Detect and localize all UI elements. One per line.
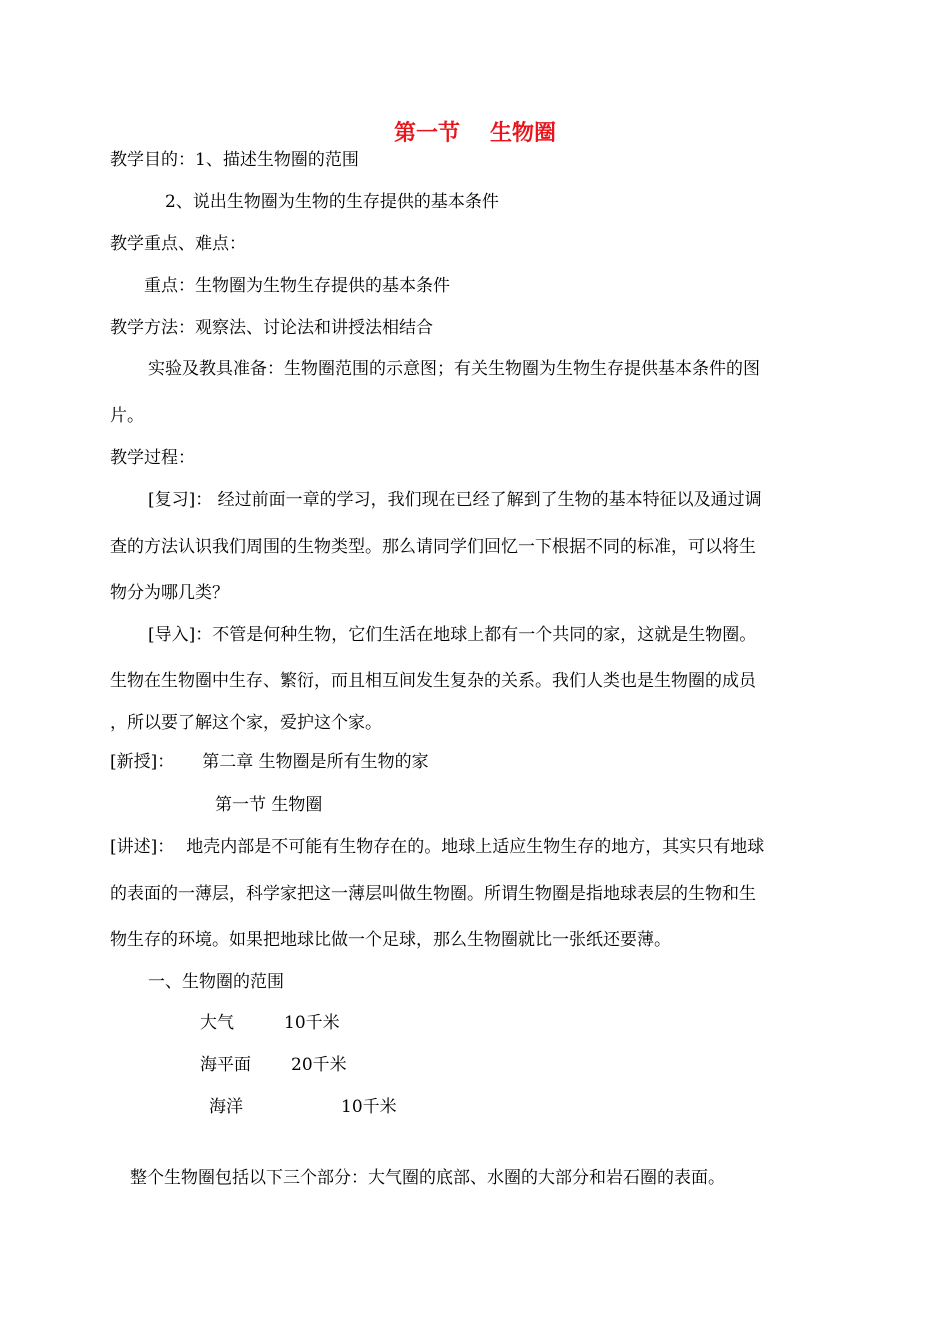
new-lesson-line	[110, 750, 429, 774]
range-name: 大气	[200, 1013, 234, 1033]
range-heading: 一、生物圈的范围	[148, 972, 284, 992]
prep-line-1: 实验及教具准备：生物圈范围的示意图；有关生物圈为生物生存提供基本条件的图	[148, 359, 760, 379]
range-value: 10千米	[341, 1097, 397, 1117]
keypoint-line: 重点：生物圈为生物生存提供的基本条件	[144, 276, 450, 296]
range-name: 海平面	[200, 1055, 251, 1075]
range-row-atmosphere	[200, 1011, 340, 1035]
review-line-1: [复习]： 经过前面一章的学习，我们现在已经了解到了生物的基本特征以及通过调	[148, 490, 762, 510]
title-part-2: 生物圈	[490, 120, 557, 146]
lecture-line-1	[110, 835, 764, 859]
range-row-ocean	[209, 1095, 397, 1119]
new-lesson-label: [新授]：	[110, 752, 175, 772]
page-title	[0, 119, 950, 147]
keypoints-heading: 教学重点、难点：	[110, 234, 246, 254]
intro-line-2: 生物在生物圈中生存、繁衍，而且相互间发生复杂的关系。我们人类也是生物圈的成员	[110, 671, 756, 691]
goal-line-1: 教学目的：1、描述生物圈的范围	[110, 150, 359, 170]
intro-line-1: [导入]：不管是何种生物，它们生活在地球上都有一个共同的家，这就是生物圈。	[148, 625, 757, 645]
review-line-2: 查的方法认识我们周围的生物类型。那么请同学们回忆一下根据不同的标准，可以将生	[110, 537, 756, 557]
summary-line: 整个生物圈包括以下三个部分：大气圈的底部、水圈的大部分和岩石圈的表面。	[130, 1168, 725, 1188]
goal-line-2: 2、说出生物圈为生物的生存提供的基本条件	[165, 192, 499, 212]
review-line-3: 物分为哪几类？	[110, 583, 229, 603]
title-part-1: 第一节	[393, 120, 460, 146]
range-value: 20千米	[291, 1055, 347, 1075]
new-lesson-section: 第一节 生物圈	[215, 795, 323, 815]
lecture-text-1: 地壳内部是不可能有生物存在的。地球上适应生物生存的地方，其实只有地球	[186, 837, 765, 857]
lecture-line-3: 物生存的环境。如果把地球比做一个足球，那么生物圈就比一张纸还要薄。	[110, 930, 671, 950]
range-name: 海洋	[209, 1097, 243, 1117]
lecture-label: [讲述]：	[110, 837, 175, 857]
new-lesson-chapter: 第二章 生物圈是所有生物的家	[202, 752, 429, 772]
intro-line-3: ，所以要了解这个家，爱护这个家。	[110, 713, 382, 733]
range-value: 10千米	[284, 1013, 340, 1033]
process-heading: 教学过程：	[110, 448, 195, 468]
prep-line-2: 片。	[110, 406, 144, 426]
method-line: 教学方法：观察法、讨论法和讲授法相结合	[110, 318, 433, 338]
lecture-line-2: 的表面的一薄层，科学家把这一薄层叫做生物圈。所谓生物圈是指地球表层的生物和生	[110, 884, 756, 904]
range-row-sea-level	[200, 1053, 347, 1077]
